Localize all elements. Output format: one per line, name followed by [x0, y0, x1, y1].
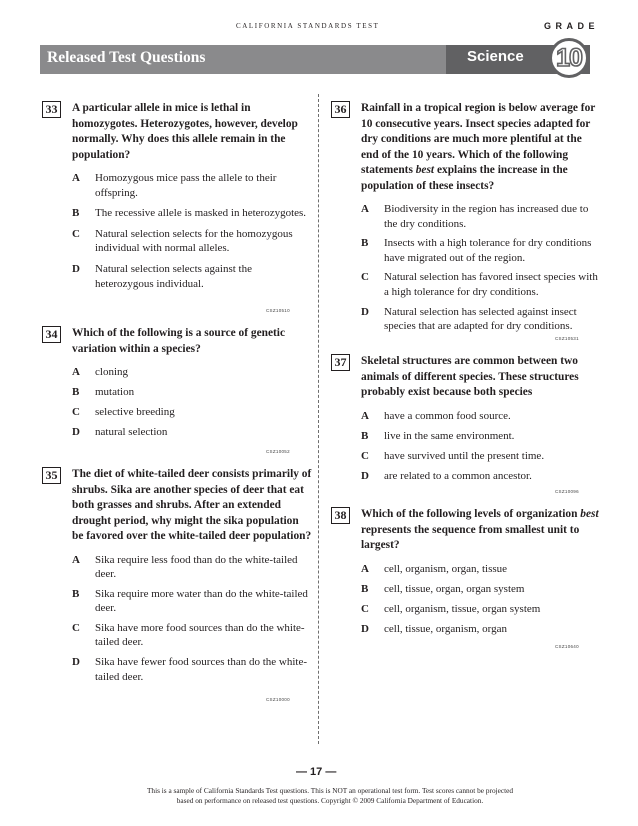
- option-text: Natural selection selects against the heterozygous individual.: [95, 262, 252, 290]
- question-stem: Skeletal structures are common between two animals of different species. These structures probably exist because both species: [361, 355, 579, 398]
- question-number: 35: [42, 467, 61, 484]
- question-number: 33: [42, 101, 61, 118]
- option-letter: B: [72, 207, 80, 220]
- answer-option[interactable]: [361, 449, 601, 464]
- option-letter: A: [72, 172, 80, 184]
- question-34: [45, 326, 312, 440]
- column-divider: [318, 94, 319, 744]
- answer-option[interactable]: [72, 227, 312, 256]
- option-letter: C: [72, 227, 80, 240]
- page-number: — 17 —: [296, 766, 337, 778]
- grade-label: GRADE: [544, 21, 600, 31]
- answer-option[interactable]: [72, 385, 312, 400]
- page-header: [0, 22, 638, 36]
- option-letter: A: [72, 366, 80, 378]
- question-stem: Which of the following levels of organization best represents the sequence from smallest unit to largest?: [361, 508, 599, 551]
- item-code: CSZ10531: [555, 336, 579, 341]
- answer-option[interactable]: [361, 202, 601, 231]
- option-text: cell, organism, organ, tissue: [384, 562, 508, 575]
- option-letter: B: [361, 582, 369, 595]
- answer-option[interactable]: [361, 409, 601, 424]
- subject-title: Science: [467, 48, 524, 65]
- question-33: [45, 101, 312, 291]
- answer-option[interactable]: [72, 262, 312, 291]
- option-text: have a common food source.: [384, 409, 511, 422]
- option-letter: C: [361, 271, 369, 284]
- question-number: 38: [331, 507, 350, 524]
- question-number: 36: [331, 101, 350, 118]
- option-letter: A: [361, 409, 369, 422]
- answer-option[interactable]: [72, 655, 312, 684]
- option-text: Sika have more food sources than do the white-tailed deer.: [95, 621, 305, 649]
- option-letter: C: [361, 449, 369, 462]
- question-stem: The diet of white-tailed deer consists primarily of shrubs. Sika are another species of deer that eat both grasses and shrubs. After an extended drought period, why might the sika population be favored over the white-tailed deer population?: [72, 468, 312, 542]
- item-code: CSZ10640: [555, 644, 579, 649]
- option-text: cloning: [95, 366, 128, 378]
- footer-line: based on performance on released test questions. Copyright © 2009 California Department of Education.: [176, 796, 484, 805]
- option-letter: D: [361, 305, 369, 318]
- option-text: Biodiversity in the region has increased due to the dry conditions.: [384, 203, 589, 230]
- option-letter: A: [361, 203, 369, 215]
- answer-option[interactable]: [72, 621, 312, 650]
- option-text: are related to a common ancestor.: [384, 469, 532, 482]
- grade-badge: [549, 38, 589, 78]
- footer-line: This is a sample of California Standards Test questions. This is NOT an operational test form. Test scores cannot be projected: [146, 786, 514, 795]
- option-text: Sika require less food than do the white-tailed deer.: [95, 553, 298, 581]
- test-name: CALIFORNIA STANDARDS TEST: [236, 22, 380, 30]
- option-text: The recessive allele is masked in heterozygotes.: [95, 207, 307, 220]
- option-letter: D: [72, 656, 80, 669]
- answer-option[interactable]: [72, 405, 312, 420]
- answer-option[interactable]: [361, 582, 601, 597]
- answer-option[interactable]: [72, 425, 312, 440]
- option-text: Sika require more water than do the white-tailed deer.: [95, 587, 308, 615]
- option-text: selective breeding: [95, 406, 175, 419]
- option-letter: C: [72, 406, 80, 419]
- option-letter: D: [361, 469, 369, 482]
- answer-option[interactable]: [361, 469, 601, 484]
- option-letter: C: [361, 602, 369, 615]
- answer-option[interactable]: [72, 587, 312, 616]
- option-letter: B: [72, 587, 80, 600]
- option-text: Sika have fewer food sources than do the white-tailed deer.: [95, 656, 307, 683]
- option-text: Homozygous mice pass the allele to their offspring.: [95, 172, 277, 199]
- option-text: Insects with a high tolerance for dry conditions have migrated out of the region.: [384, 237, 592, 264]
- question-stem: A particular allele in mice is lethal in homozygotes. Heterozygotes, however, develop normally. Why does this allele remain in the population?: [72, 102, 298, 161]
- item-code: CSZ10096: [555, 489, 579, 494]
- question-number: 34: [42, 326, 61, 343]
- option-text: cell, organism, tissue, organ system: [384, 602, 541, 615]
- grade-number: 10: [556, 44, 582, 72]
- option-letter: B: [361, 429, 369, 442]
- question-number: 37: [331, 354, 350, 371]
- item-code: CSZ10510: [266, 308, 290, 313]
- option-letter: B: [361, 237, 369, 250]
- option-letter: D: [72, 426, 80, 439]
- question-stem: Which of the following is a source of genetic variation within a species?: [72, 327, 286, 355]
- answer-option[interactable]: [72, 553, 312, 582]
- question-stem: Rainfall in a tropical region is below average for 10 consecutive years. Insect species adapted for dry conditions are much more plentiful at the end of the 10 years. Which of the following statements best explains the increase in the population of these insects?: [361, 102, 596, 192]
- question-37: [334, 354, 601, 483]
- question-38: [334, 507, 601, 636]
- option-text: natural selection: [95, 426, 168, 439]
- answer-option[interactable]: [361, 622, 601, 637]
- answer-option[interactable]: [72, 206, 312, 221]
- answer-option[interactable]: [361, 305, 601, 334]
- option-text: mutation: [95, 386, 135, 399]
- option-text: Natural selection selects for the homozygous individual with normal alleles.: [95, 227, 293, 255]
- answer-option[interactable]: [361, 270, 601, 299]
- option-letter: A: [361, 562, 369, 575]
- item-code: CSZ10052: [266, 449, 290, 454]
- answer-option[interactable]: [361, 562, 601, 577]
- option-text: Natural selection has selected against insect species that are adapted for dry conditions.: [384, 305, 577, 333]
- option-text: live in the same environment.: [384, 429, 515, 442]
- option-letter: B: [72, 386, 80, 399]
- answer-option[interactable]: [72, 365, 312, 380]
- band-title: Released Test Questions: [47, 49, 206, 66]
- answer-option[interactable]: [361, 236, 601, 265]
- option-text: Natural selection has favored insect species with a high tolerance for dry conditions.: [384, 271, 598, 298]
- question-35: [45, 467, 312, 684]
- answer-option[interactable]: [361, 602, 601, 617]
- question-36: [334, 101, 601, 334]
- option-letter: D: [361, 622, 369, 635]
- item-code: CSZ10000: [266, 697, 290, 702]
- option-text: cell, tissue, organism, organ: [384, 622, 508, 635]
- option-letter: A: [72, 553, 80, 566]
- option-text: cell, tissue, organ, organ system: [384, 582, 525, 595]
- option-letter: D: [72, 262, 80, 275]
- answer-option[interactable]: [72, 171, 312, 200]
- option-text: have survived until the present time.: [384, 449, 545, 462]
- footer-note: [90, 786, 570, 806]
- answer-option[interactable]: [361, 429, 601, 444]
- option-letter: C: [72, 621, 80, 634]
